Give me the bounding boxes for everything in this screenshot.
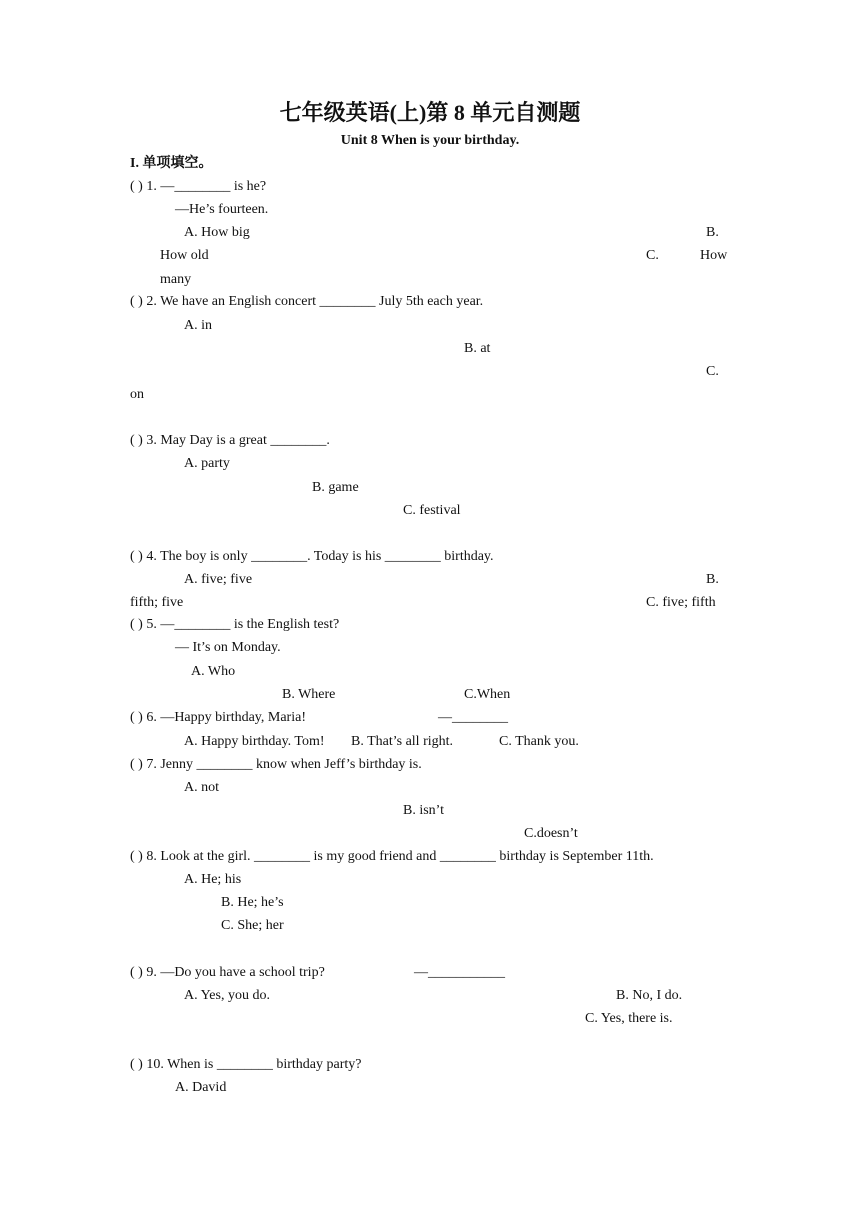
question-6-option-b: B. That’s all right.: [351, 734, 454, 749]
question-4-option-b-letter: B.: [706, 572, 719, 587]
question-5-option-a: A. Who: [191, 664, 236, 679]
question-4-option-c: C. five; fifth: [646, 595, 716, 610]
question-1-option-c-text: How: [700, 248, 728, 263]
question-2: ( ) 2. We have an English concert ________ July 5th each year.: [130, 294, 484, 309]
question-1: ( ) 1. —________ is he?: [130, 179, 267, 194]
question-8-option-a: A. He; his: [184, 872, 242, 887]
question-1-option-b-text: How old: [160, 248, 209, 263]
question-1-option-b-letter: B.: [706, 225, 719, 240]
question-5: ( ) 5. —________ is the English test?: [130, 617, 340, 632]
question-9-option-c: C. Yes, there is.: [585, 1011, 673, 1026]
question-5-option-b: B. Where: [282, 687, 336, 702]
question-9-option-a: A. Yes, you do.: [184, 988, 270, 1003]
question-3-option-a: A. party: [184, 456, 230, 471]
question-7-option-a: A. not: [184, 780, 219, 795]
question-7: ( ) 7. Jenny ________ know when Jeff’s birthday is.: [130, 757, 422, 772]
question-3-option-b: B. game: [312, 480, 359, 495]
question-2-option-a: A. in: [184, 318, 212, 333]
question-6-option-a: A. Happy birthday. Tom!: [184, 734, 325, 749]
question-3-option-c: C. festival: [403, 503, 461, 518]
question-8-option-c: C. She; her: [221, 918, 284, 933]
question-3: ( ) 3. May Day is a great ________.: [130, 433, 330, 448]
question-9-reply: —___________: [414, 965, 505, 980]
question-4: ( ) 4. The boy is only ________. Today is his ________ birthday.: [130, 549, 494, 564]
question-5-option-c: C.When: [464, 687, 511, 702]
page-subtitle: Unit 8 When is your birthday.: [340, 133, 520, 148]
question-4-option-b-text: fifth; five: [130, 595, 184, 610]
question-9-option-b: B. No, I do.: [616, 988, 683, 1003]
question-2-option-c-text: on: [130, 387, 144, 402]
question-7-option-c: C.doesn’t: [524, 826, 578, 841]
question-1-option-a: A. How big: [184, 225, 250, 240]
question-2-option-b: B. at: [464, 341, 491, 356]
question-10: ( ) 10. When is ________ birthday party?: [130, 1057, 362, 1072]
question-1-option-c-letter: C.: [646, 248, 659, 263]
question-9: ( ) 9. —Do you have a school trip?: [130, 965, 325, 980]
question-10-option-a: A. David: [175, 1080, 227, 1095]
question-8-option-b: B. He; he’s: [221, 895, 284, 910]
question-7-option-b: B. isn’t: [403, 803, 444, 818]
question-1-reply: —He’s fourteen.: [175, 202, 269, 217]
question-5-reply: — It’s on Monday.: [175, 640, 281, 655]
page-title: 七年级英语(上)第 8 单元自测题: [279, 100, 581, 125]
question-6-option-c: C. Thank you.: [499, 734, 579, 749]
section-heading: I. 单项填空。: [130, 156, 213, 171]
question-6-reply: —________: [438, 710, 508, 725]
question-4-option-a: A. five; five: [184, 572, 253, 587]
question-2-option-c-letter: C.: [706, 364, 719, 379]
question-6: ( ) 6. —Happy birthday, Maria!: [130, 710, 306, 725]
question-8: ( ) 8. Look at the girl. ________ is my good friend and ________ birthday is September 11th.: [130, 849, 654, 864]
question-1-option-c-text-cont: many: [160, 272, 192, 287]
